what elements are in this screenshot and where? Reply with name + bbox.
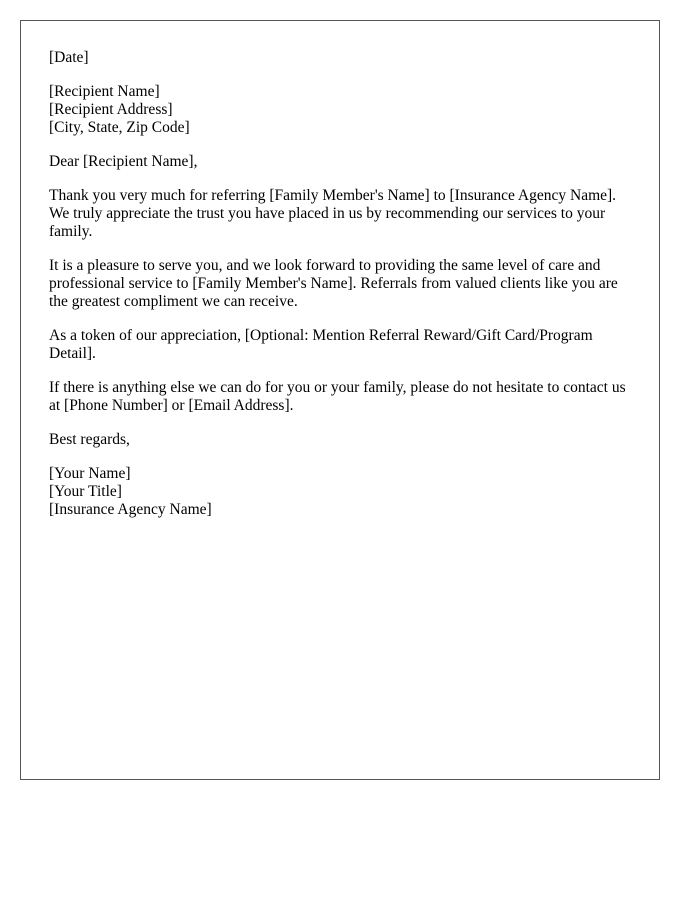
salutation: Dear [Recipient Name],	[49, 153, 198, 170]
paragraph-appreciation: As a token of our appreciation, [Optional: Mention Referral Reward/Gift Card/Program Detail].	[49, 327, 593, 362]
letter-body	[49, 49, 639, 535]
recipient-city-state-zip: [City, State, Zip Code]	[49, 119, 190, 136]
signature-agency: [Insurance Agency Name]	[49, 501, 212, 518]
date-block	[49, 49, 639, 67]
paragraph-thanks: Thank you very much for referring [Family Member's Name] to [Insurance Agency Name]. We truly appreciate the trust you have placed in us by recommending our services to your family.	[49, 187, 617, 240]
recipient-address: [Recipient Address]	[49, 101, 173, 118]
recipient-block	[49, 83, 639, 137]
salutation-block	[49, 153, 639, 171]
closing: Best regards,	[49, 431, 130, 448]
letter-date: [Date]	[49, 49, 89, 66]
signature-title: [Your Title]	[49, 483, 122, 500]
signature-block	[49, 465, 639, 519]
recipient-name: [Recipient Name]	[49, 83, 160, 100]
signature-name: [Your Name]	[49, 465, 131, 482]
paragraph-contact: If there is anything else we can do for you or your family, please do not hesitate to contact us at [Phone Number] or [Email Address].	[49, 379, 626, 414]
closing-block	[49, 431, 639, 449]
letter-page	[20, 20, 660, 780]
paragraph-pleasure: It is a pleasure to serve you, and we look forward to providing the same level of care and professional service to [Family Member's Name]. Referrals from valued clients like you are the greatest compliment we can receive.	[49, 257, 618, 310]
